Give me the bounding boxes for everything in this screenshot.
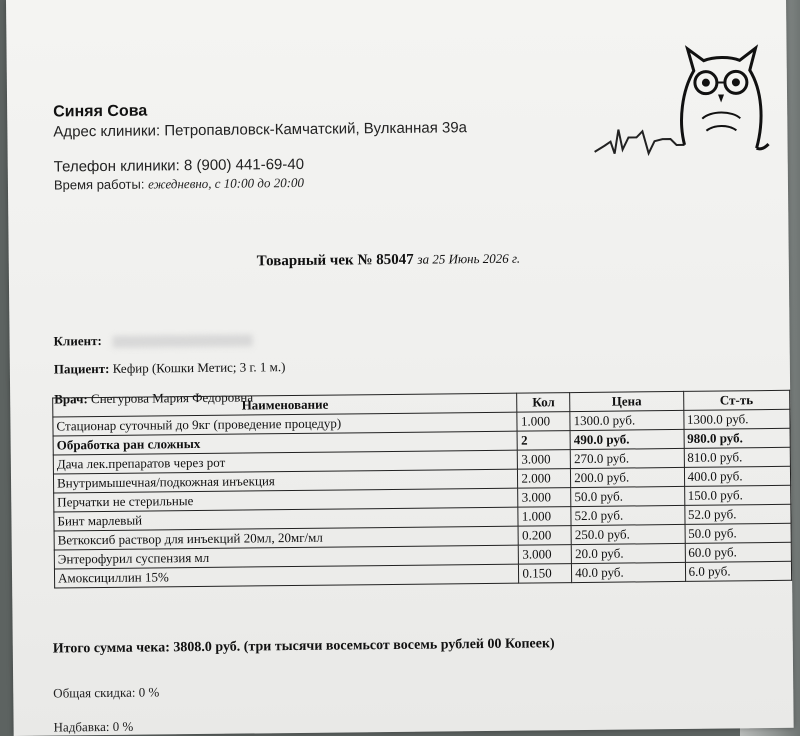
header-total: Ст-ть [683,390,790,410]
header-qty: Кол [517,393,570,413]
cell-price: 40.0 руб. [572,562,686,582]
cell-qty: 2 [517,431,570,451]
receipt-total: Итого сумма чека: 3808.0 руб. (три тысячи восемьсот восемь рублей 00 Копеек) [52,636,555,657]
cell-qty: 1.000 [518,507,571,527]
cell-total: 6.0 руб. [685,561,792,581]
cell-name: Амоксициллин 15% [54,564,519,588]
owl-heartbeat-icon [591,40,772,160]
hours-value: ежедневно, с 10:00 до 20:00 [147,174,305,192]
cell-total: 980.0 руб. [684,428,791,448]
cell-price: 250.0 руб. [571,524,685,544]
cell-price: 50.0 руб. [571,486,685,506]
clinic-address: Адрес клиники: Петропавловск-Камчатский, Вулканная 39а [53,119,468,141]
cell-total: 150.0 руб. [684,485,791,505]
items-table [52,390,792,589]
cell-total: 60.0 руб. [685,542,792,562]
cell-name: Внутримышечная/подкожная инъекция [53,469,518,493]
doctor-label: Врач: [54,391,88,407]
cell-price: 490.0 руб. [570,429,684,449]
cell-price: 200.0 руб. [571,467,685,487]
receipt-markup: Надбавка: 0 % [53,718,134,735]
receipt-title-number: Товарный чек № 85047 [256,251,414,270]
patient-label: Пациент: [53,360,110,377]
cell-qty: 3.000 [519,545,572,565]
doctor-value: Снегурова Мария Федоровна [90,389,254,407]
cell-price: 270.0 руб. [570,448,684,468]
header-name: Наименование [53,393,518,417]
cell-price: 20.0 руб. [571,543,685,563]
client-field [53,331,253,349]
receipt-title [257,251,521,271]
cell-total: 1300.0 руб. [683,409,790,429]
cell-total: 52.0 руб. [684,504,791,524]
receipt-title-date: за 25 Июнь 2026 г. [417,250,521,267]
patient-value: Кефир (Кошки Метис; 3 г. 1 м.) [112,359,286,376]
clinic-hours [54,175,304,194]
cell-qty: 3.000 [518,450,571,470]
receipt-discount: Общая скидка: 0 % [53,684,160,701]
cell-qty: 2.000 [518,469,571,489]
cell-name: Бинт марлевый [54,507,519,531]
cell-qty: 0.150 [519,564,572,584]
cell-qty: 1.000 [517,412,570,432]
receipt-paper [6,0,794,736]
cell-total: 50.0 руб. [685,523,792,543]
patient-field [54,359,286,377]
cell-name: Веткоксиб раствор для инъекций 20мл, 20мг/мл [54,526,519,550]
cell-name: Обработка ран сложных [53,431,518,455]
hours-label: Время работы: [53,176,145,193]
clinic-name: Синяя Сова [53,102,148,121]
cell-qty: 3.000 [518,488,571,508]
cell-total: 810.0 руб. [684,447,791,467]
cell-total: 400.0 руб. [684,466,791,486]
client-redacted [113,334,253,347]
cell-name: Перчатки не стерильные [54,488,519,512]
cell-name: Дача лек.препаратов через рот [53,450,518,474]
cell-price: 1300.0 руб. [570,410,684,430]
cell-qty: 0.200 [518,526,571,546]
cell-name: Стационар суточный до 9кг (проведение процедур) [53,412,518,436]
client-label: Клиент: [53,333,102,349]
clinic-phone: Телефон клиники: 8 (900) 441-69-40 [53,155,305,176]
header-price: Цена [570,391,684,411]
cell-name: Энтерофурил суспензия мл [54,545,519,569]
cell-price: 52.0 руб. [571,505,685,525]
